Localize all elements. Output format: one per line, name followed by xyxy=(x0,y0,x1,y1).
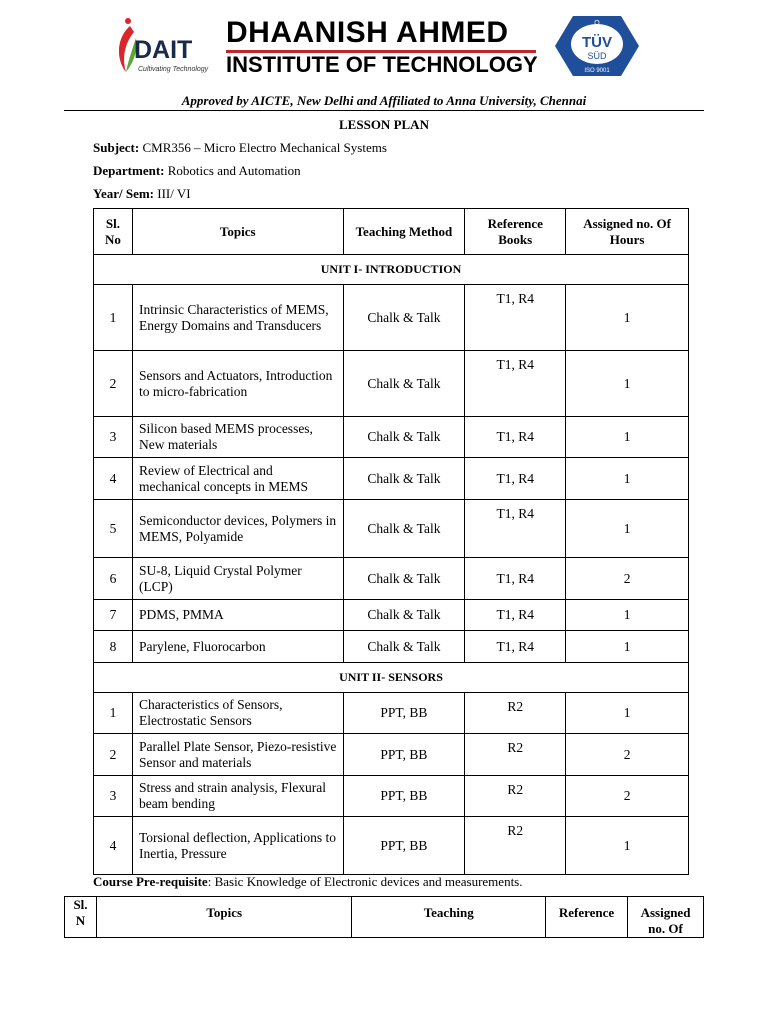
unit-1-heading: UNIT I- INTRODUCTION xyxy=(94,255,689,285)
year-sem-value: III/ VI xyxy=(157,186,191,201)
cell-reference: T1, R4 xyxy=(465,458,566,500)
cell-sl-no: 8 xyxy=(94,631,133,663)
table-row xyxy=(94,734,689,776)
cell-reference: T1, R4 xyxy=(465,351,566,417)
cell-topic: SU-8, Liquid Crystal Polymer (LCP) xyxy=(132,558,343,600)
svg-text:SÜD: SÜD xyxy=(587,51,607,61)
cell-topic: Sensors and Actuators, Introduction to micro-fabrication xyxy=(132,351,343,417)
cell-reference: R2 xyxy=(465,734,566,776)
cell-hours: 1 xyxy=(566,417,689,458)
cell-hours: 1 xyxy=(566,693,689,734)
cell-sl-no: 4 xyxy=(94,458,133,500)
cell-sl-no: 1 xyxy=(94,285,133,351)
svg-text:Q: Q xyxy=(594,20,600,27)
year-sem-line xyxy=(93,186,191,202)
subject-label: Subject: xyxy=(93,140,140,155)
cell-method: Chalk & Talk xyxy=(343,631,465,663)
second-lesson-table xyxy=(64,896,704,938)
cell-sl-no: 3 xyxy=(94,776,133,817)
table-row xyxy=(94,776,689,817)
cell-sl-no: 7 xyxy=(94,600,133,631)
cell-method: Chalk & Talk xyxy=(343,351,465,417)
cell-reference: T1, R4 xyxy=(465,631,566,663)
tuv-sud-certification-logo xyxy=(553,14,641,78)
cell-reference: R2 xyxy=(465,776,566,817)
table-row xyxy=(94,458,689,500)
cell-hours: 1 xyxy=(566,351,689,417)
col-header-assigned-hours: Assigned no. Of Hours xyxy=(566,209,689,255)
cell-hours: 1 xyxy=(566,500,689,558)
cell-sl-no: 2 xyxy=(94,734,133,776)
cell-reference: T1, R4 xyxy=(465,600,566,631)
cell-reference: R2 xyxy=(465,693,566,734)
table-row xyxy=(94,500,689,558)
unit-heading-row xyxy=(94,255,689,285)
lesson-plan-table xyxy=(93,208,689,875)
year-sem-label: Year/ Sem: xyxy=(93,186,155,201)
cell-topic: Torsional deflection, Applications to Inertia, Pressure xyxy=(132,817,343,875)
cell-method: PPT, BB xyxy=(343,776,465,817)
cell-method: PPT, BB xyxy=(343,693,465,734)
cell-reference: T1, R4 xyxy=(465,558,566,600)
cell-sl-no: 4 xyxy=(94,817,133,875)
svg-text:TÜV: TÜV xyxy=(582,34,612,51)
table-row xyxy=(94,600,689,631)
cell-hours: 1 xyxy=(566,631,689,663)
cell-topic: Parallel Plate Sensor, Piezo-resistive Sensor and materials xyxy=(132,734,343,776)
cell-topic: Intrinsic Characteristics of MEMS, Energy Domains and Transducers xyxy=(132,285,343,351)
table-header-row xyxy=(65,897,704,938)
dait-tagline: Cultivating Technology xyxy=(138,66,209,73)
cell-method: Chalk & Talk xyxy=(343,558,465,600)
cell-method: PPT, BB xyxy=(343,734,465,776)
dait-wordmark: DAIT xyxy=(134,36,193,64)
cell-hours: 1 xyxy=(566,285,689,351)
cell-method: Chalk & Talk xyxy=(343,500,465,558)
cell-hours: 2 xyxy=(566,558,689,600)
cell-method: Chalk & Talk xyxy=(343,417,465,458)
table-row xyxy=(94,285,689,351)
dait-logo xyxy=(112,16,212,78)
cell-reference: T1, R4 xyxy=(465,285,566,351)
cell-method: Chalk & Talk xyxy=(343,285,465,351)
col-header-topics: Topics xyxy=(132,209,343,255)
cell-topic: Stress and strain analysis, Flexural beam bending xyxy=(132,776,343,817)
unit-heading-row xyxy=(94,663,689,693)
cell-method: Chalk & Talk xyxy=(343,600,465,631)
cell-hours: 1 xyxy=(566,458,689,500)
header-divider xyxy=(64,110,704,111)
letterhead xyxy=(0,0,768,112)
cell-hours: 2 xyxy=(566,776,689,817)
cell-topic: Review of Electrical and mechanical concepts in MEMS xyxy=(132,458,343,500)
subject-value: CMR356 – Micro Electro Mechanical Systems xyxy=(142,140,387,155)
document-title: LESSON PLAN xyxy=(339,117,429,132)
cell-method: PPT, BB xyxy=(343,817,465,875)
svg-text:ISO 9001: ISO 9001 xyxy=(584,68,610,74)
col-header-teaching-method: Teaching Method xyxy=(343,209,465,255)
table-row xyxy=(94,693,689,734)
table-row xyxy=(94,817,689,875)
institute-name-line2: INSTITUTE OF TECHNOLOGY xyxy=(226,52,538,77)
cell-reference: T1, R4 xyxy=(465,417,566,458)
table-row xyxy=(94,631,689,663)
cell-topic: Silicon based MEMS processes, New materials xyxy=(132,417,343,458)
table-row xyxy=(94,351,689,417)
approval-statement: Approved by AICTE, New Delhi and Affiliated to Anna University, Chennai xyxy=(181,93,587,108)
subject-line xyxy=(93,140,387,156)
cell-sl-no: 5 xyxy=(94,500,133,558)
cell-hours: 2 xyxy=(566,734,689,776)
cell-sl-no: 6 xyxy=(94,558,133,600)
table-row xyxy=(94,417,689,458)
cell-hours: 1 xyxy=(566,817,689,875)
cell-topic: PDMS, PMMA xyxy=(132,600,343,631)
cell-sl-no: 2 xyxy=(94,351,133,417)
department-label: Department: xyxy=(93,163,165,178)
department-value: Robotics and Automation xyxy=(167,163,301,178)
cell-topic: Characteristics of Sensors, Electrostatic Sensors xyxy=(132,693,343,734)
col-header-reference-books: Reference Books xyxy=(465,209,566,255)
cell-reference: T1, R4 xyxy=(465,500,566,558)
department-line xyxy=(93,163,301,179)
unit-2-heading: UNIT II- SENSORS xyxy=(94,663,689,693)
cell-topic: Parylene, Fluorocarbon xyxy=(132,631,343,663)
col-header-assigned: Assigned no. Of xyxy=(628,897,704,938)
col-header-teaching: Teaching xyxy=(352,897,546,938)
prerequisite-value: : Basic Knowledge of Electronic devices and measurements. xyxy=(207,874,523,889)
cell-sl-no: 1 xyxy=(94,693,133,734)
cell-method: Chalk & Talk xyxy=(343,458,465,500)
cell-topic: Semiconductor devices, Polymers in MEMS, Polyamide xyxy=(132,500,343,558)
col-header-sl-no: Sl. No xyxy=(94,209,133,255)
table-row xyxy=(94,558,689,600)
table-header-row xyxy=(94,209,689,255)
prerequisite-label: Course Pre-requisite xyxy=(93,874,208,889)
course-prerequisite xyxy=(93,874,522,890)
institute-name-line1: DHAANISH AHMED xyxy=(226,16,509,49)
col-header-reference: Reference xyxy=(546,897,628,938)
cell-sl-no: 3 xyxy=(94,417,133,458)
cell-hours: 1 xyxy=(566,600,689,631)
col-header-sl-n: Sl. N xyxy=(65,897,97,938)
cell-reference: R2 xyxy=(465,817,566,875)
col-header-topics: Topics xyxy=(96,897,351,938)
